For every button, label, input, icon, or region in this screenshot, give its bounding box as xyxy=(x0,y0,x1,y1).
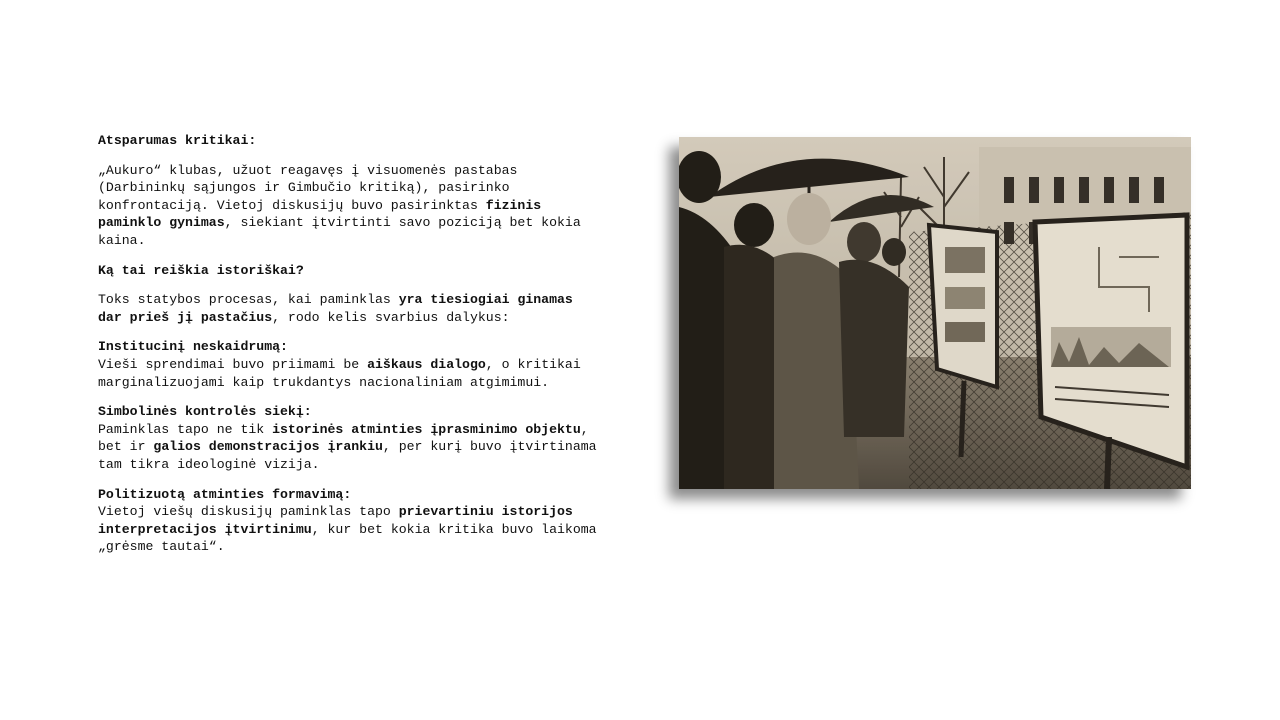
section-heading: Institucinį neskaidrumą: xyxy=(98,339,288,355)
paragraph-aukuro xyxy=(98,162,598,250)
section-heading: Ką tai reiškia istoriškai? xyxy=(98,262,304,278)
bold-span: aiškaus dialogo xyxy=(367,356,486,372)
archival-photo xyxy=(679,137,1191,489)
text-span: , rodo kelis svarbius dalykus: xyxy=(272,309,510,325)
paragraph-statybos xyxy=(98,291,598,326)
text-span: , siekiant įtvirtinti savo poziciją bet kokia kaina. xyxy=(98,215,581,248)
text-span: „Aukuro“ klubas, užuot reagavęs į visuomenės pastabas (Darbininkų sąjungos ir Gimbučio kritiką), pasirinko konfrontaciją. Vietoj diskusijų buvo pasirinktas xyxy=(98,162,518,213)
text-span: , per kurį buvo įtvirtinama tam tikra ideologinė vizija. xyxy=(98,439,597,472)
text-span: , kur bet kokia kritika buvo laikoma „grėsme tautai“. xyxy=(98,521,597,555)
section-institucini xyxy=(98,338,598,391)
section-heading: Simbolinės kontrolės siekį: xyxy=(98,404,312,420)
text-span: Paminklas tapo ne tik xyxy=(98,421,273,437)
bold-span: prievartiniu istorijos interpretacijos įtvirtinimu xyxy=(98,504,573,537)
text-span: Toks statybos procesas, kai paminklas xyxy=(98,292,399,308)
section-atsparumas xyxy=(98,132,598,150)
section-heading: Politizuotą atminties formavimą: xyxy=(98,486,352,502)
text-span: , bet ir xyxy=(98,421,589,455)
bold-span: istorinės atminties įprasminimo objektu xyxy=(272,421,581,437)
photo-illustration xyxy=(679,137,1191,489)
section-simbolines xyxy=(98,403,598,473)
bold-span: yra tiesiogiai ginamas dar prieš jį pastačius xyxy=(98,292,573,325)
bold-span: fizinis paminklo gynimas xyxy=(98,197,542,231)
section-heading: Atsparumas kritikai: xyxy=(98,133,257,148)
text-span: , o kritikai marginalizuojami kaip trukdantys nacionaliniam atgimimui. xyxy=(98,356,581,390)
bold-span: galios demonstracijos įrankiu xyxy=(153,439,383,455)
text-span: Vietoj viešų diskusijų paminklas tapo xyxy=(98,504,399,520)
section-politizuota xyxy=(98,486,598,556)
section-istoriskai xyxy=(98,262,598,280)
text-column xyxy=(98,132,598,568)
text-span: Vieši sprendimai buvo priimami be xyxy=(98,356,368,372)
